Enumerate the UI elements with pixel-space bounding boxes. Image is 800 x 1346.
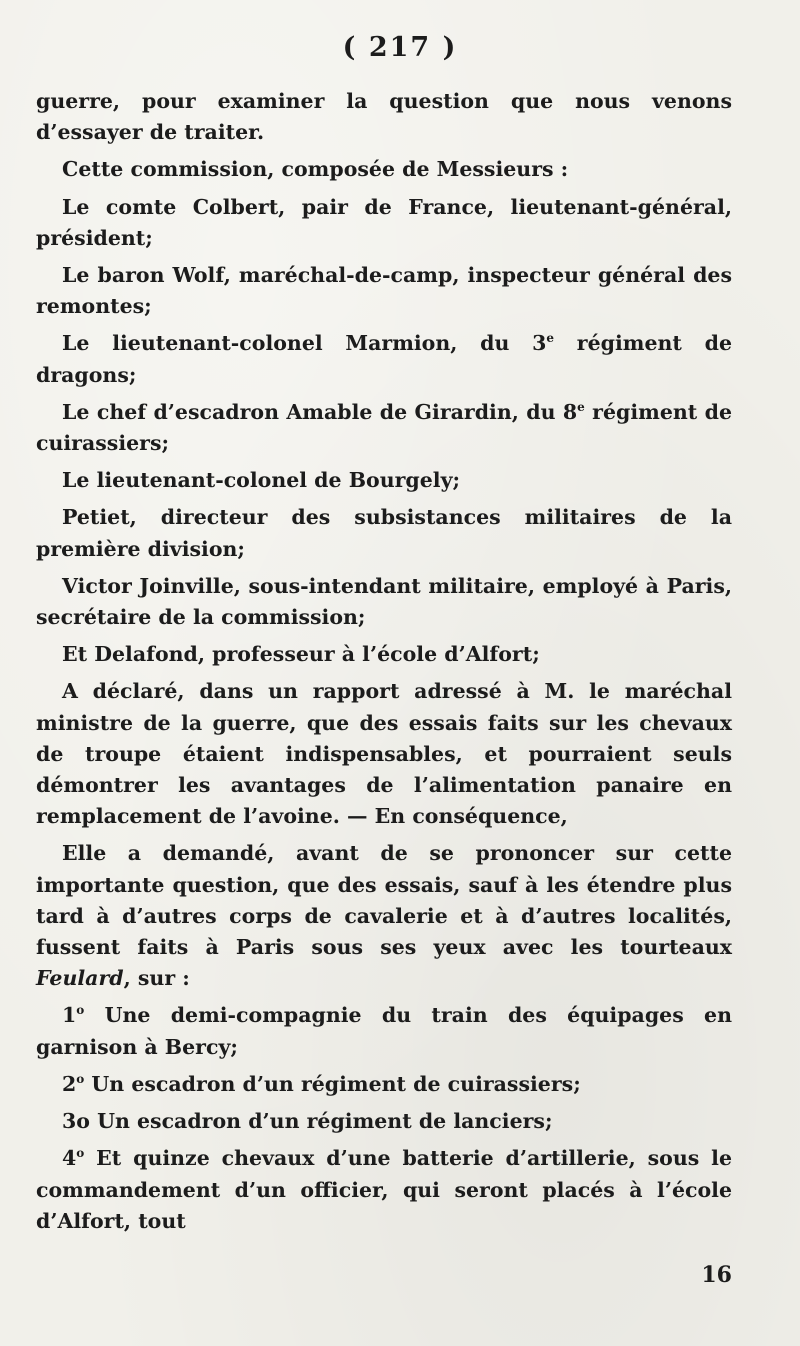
paragraph-declaration: A déclaré, dans un rapport adressé à M. le maréchal ministre de la guerre, que des essais faits sur les chevaux de troupe étaient indispensables, et pourraient seuls démontrer les avantages de l’alimentation panaire en remplacement de l’avoine. — En conséquence, [36, 679, 732, 829]
paragraph-member-colbert: Le comte Colbert, pair de France, lieutenant-général, président; [36, 194, 732, 250]
text-segment: régiment de dragons; [36, 331, 732, 387]
paragraph-item-1 [36, 1000, 732, 1062]
text-segment: Elle a demandé, avant de se prononcer sur cette importante question, que des essais, sauf à les étendre plus tard à d’autres corps de cavalerie et à d’autres localités, fussent faits à Paris sous ses yeux avec les tourteaux [36, 841, 732, 960]
paragraph-request [36, 838, 732, 994]
paragraph-commission-intro: Cette commission, composée de Messieurs : [62, 157, 569, 182]
superscript: e [546, 331, 555, 346]
superscript: o [76, 1003, 85, 1018]
text-segment: Le lieutenant-colonel Marmion, du 3 [62, 331, 547, 356]
paragraph-continuation: guerre, pour examiner la question que nous venons d’essayer de traiter. [36, 89, 732, 145]
body-text [36, 86, 732, 1243]
paragraph-item-4 [36, 1143, 732, 1237]
superscript: e [577, 400, 585, 414]
text-segment: Le chef d’escadron Amable de Girardin, du 8 [62, 399, 578, 424]
text-segment: Une demi-compagnie du train des équipages en garnison à Bercy; [36, 1003, 732, 1059]
text-segment: régiment de cuirassiers; [36, 399, 732, 456]
text-segment: Un escadron d’un régiment de cuirassiers; [84, 1071, 581, 1096]
paragraph-item-3: 3o Un escadron d’un régiment de lanciers; [62, 1109, 553, 1134]
text-segment: , sur : [123, 966, 190, 991]
italic-term: Feulard [36, 966, 124, 991]
superscript: o [76, 1072, 85, 1087]
text-segment: 1 [62, 1003, 77, 1028]
paragraph-member-marmion [36, 328, 732, 390]
paragraph-item-2 [36, 1069, 732, 1100]
superscript: o [76, 1146, 85, 1161]
text-segment: 4 [62, 1146, 77, 1171]
paragraph-member-girardin [36, 397, 732, 459]
paragraph-member-bourgely: Le lieutenant-colonel de Bourgely; [62, 468, 461, 493]
signature-mark: 16 [701, 1262, 732, 1288]
text-segment: 2 [62, 1071, 77, 1096]
paragraph-member-wolf: Le baron Wolf, maréchal-de-camp, inspecteur général des remontes; [36, 263, 732, 319]
text-segment: Et quinze chevaux d’une batterie d’artillerie, sous le commandement d’un officier, qui seront placés à l’école d’Alfort, tout [36, 1146, 732, 1233]
paragraph-member-joinville: Victor Joinville, sous-intendant militaire, employé à Paris, secrétaire de la commission; [36, 573, 732, 630]
page-number: ( 217 ) [342, 32, 458, 63]
paragraph-member-petiet: Petiet, directeur des subsistances militaires de la première division; [36, 505, 732, 561]
paragraph-member-delafond: Et Delafond, professeur à l’école d’Alfort; [62, 642, 540, 667]
